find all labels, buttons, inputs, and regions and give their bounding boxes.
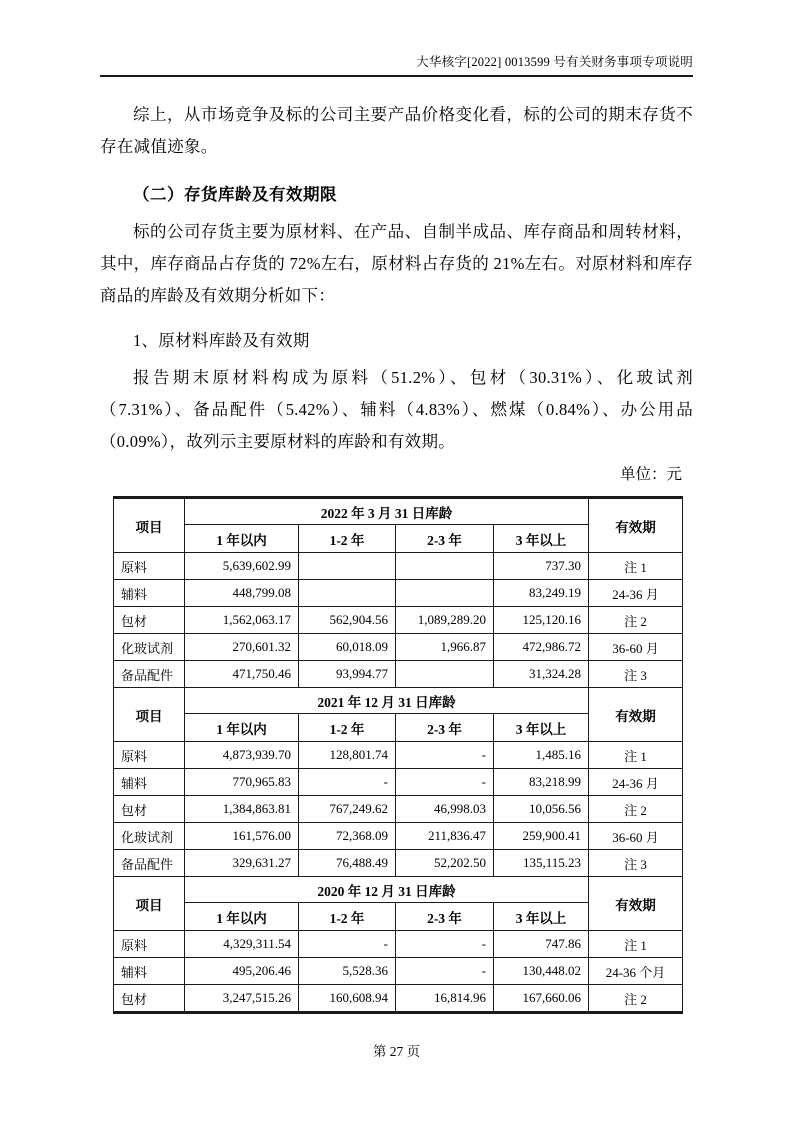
value-cell: 83,249.19	[494, 580, 589, 607]
table-row	[114, 742, 683, 769]
column-header-1-2y: 1-2 年	[299, 903, 396, 931]
validity-cell: 注 2	[589, 796, 683, 823]
column-header-item: 项目	[114, 877, 185, 931]
validity-cell: 注 2	[589, 607, 683, 634]
column-header-1-2y: 1-2 年	[299, 525, 396, 553]
value-cell: 270,601.32	[185, 634, 299, 661]
validity-cell: 注 3	[589, 661, 683, 688]
value-cell: 329,631.27	[185, 850, 299, 877]
item-cell: 化玻试剂	[114, 634, 185, 661]
value-cell: 4,329,311.54	[185, 931, 299, 958]
period-header-2022: 2022 年 3 月 31 日库龄	[185, 498, 589, 525]
table-row	[114, 931, 683, 958]
value-cell: 1,384,863.81	[185, 796, 299, 823]
table-header-row	[114, 877, 683, 903]
item-cell: 包材	[114, 985, 185, 1013]
column-header-2-3y: 2-3 年	[396, 903, 494, 931]
value-cell: 1,562,063.17	[185, 607, 299, 634]
table-row	[114, 796, 683, 823]
column-header-item: 项目	[114, 688, 185, 742]
item-cell: 原料	[114, 742, 185, 769]
column-header-under-1y: 1 年以内	[185, 525, 299, 553]
column-header-under-1y: 1 年以内	[185, 903, 299, 931]
validity-cell: 注 1	[589, 931, 683, 958]
table-row	[114, 958, 683, 985]
value-cell: 5,528.36	[299, 958, 396, 985]
column-header-validity: 有效期	[589, 877, 683, 931]
value-cell: 211,836.47	[396, 823, 494, 850]
item-cell: 包材	[114, 796, 185, 823]
value-cell: 562,904.56	[299, 607, 396, 634]
value-cell: 125,120.16	[494, 607, 589, 634]
value-cell: -	[396, 769, 494, 796]
item-cell: 包材	[114, 607, 185, 634]
section-heading: （二）存货库龄及有效期限	[133, 185, 337, 204]
item-cell: 化玻试剂	[114, 823, 185, 850]
value-cell: 128,801.74	[299, 742, 396, 769]
validity-cell: 36-60 月	[589, 823, 683, 850]
column-header-under-1y: 1 年以内	[185, 714, 299, 742]
table-header-row	[114, 498, 683, 525]
value-cell: 4,873,939.70	[185, 742, 299, 769]
value-cell	[396, 553, 494, 580]
item-cell: 辅料	[114, 958, 185, 985]
value-cell: 10,056.56	[494, 796, 589, 823]
value-cell	[396, 661, 494, 688]
value-cell: 1,089,289.20	[396, 607, 494, 634]
value-cell: 161,576.00	[185, 823, 299, 850]
validity-cell: 注 2	[589, 985, 683, 1013]
column-header-2-3y: 2-3 年	[396, 525, 494, 553]
doc-header-reference: 大华核字[2022] 0013599 号有关财务事项专项说明	[100, 0, 693, 77]
unit-label: 单位：元	[619, 466, 682, 483]
item-cell: 备品配件	[114, 661, 185, 688]
column-header-over-3y: 3 年以上	[494, 903, 589, 931]
item-cell: 辅料	[114, 769, 185, 796]
value-cell: 471,750.46	[185, 661, 299, 688]
column-header-2-3y: 2-3 年	[396, 714, 494, 742]
table-row	[114, 985, 683, 1013]
table-header-row	[114, 688, 683, 714]
validity-cell: 24-36 月	[589, 580, 683, 607]
paragraph-raw-material-breakdown: 报告期末原材料构成为原料（51.2%）、包材（30.31%）、化玻试剂（7.31%）、备品配件（5.42%）、辅料（4.83%）、燃煤（0.84%）、办公用品（0.09%），故列示主要原材料的库龄和有效期。	[100, 368, 693, 451]
table-row	[114, 661, 683, 688]
column-header-item: 项目	[114, 498, 185, 553]
value-cell: 767,249.62	[299, 796, 396, 823]
validity-cell: 36-60 月	[589, 634, 683, 661]
table-row	[114, 823, 683, 850]
item-cell: 原料	[114, 553, 185, 580]
value-cell: 60,018.09	[299, 634, 396, 661]
paragraph-inventory-composition: 标的公司存货主要为原材料、在产品、自制半成品、库存商品和周转材料，其中，库存商品占存货的 72%左右，原材料占存货的 21%左右。对原材料和库存商品的库龄及有效期分析如下：	[100, 222, 693, 305]
table-row	[114, 607, 683, 634]
value-cell: -	[299, 931, 396, 958]
value-cell: 135,115.23	[494, 850, 589, 877]
column-header-over-3y: 3 年以上	[494, 525, 589, 553]
paragraph-summary: 综上，从市场竞争及标的公司主要产品价格变化看，标的公司的期末存货不存在减值迹象。	[100, 105, 693, 156]
table-row	[114, 850, 683, 877]
validity-cell: 注 1	[589, 553, 683, 580]
inventory-age-table	[113, 496, 683, 1014]
value-cell: 31,324.28	[494, 661, 589, 688]
value-cell: 737.30	[494, 553, 589, 580]
page-number: 第 27 页	[372, 1044, 421, 1059]
column-header-over-3y: 3 年以上	[494, 714, 589, 742]
value-cell	[299, 553, 396, 580]
value-cell: 76,488.49	[299, 850, 396, 877]
period-header-2021: 2021 年 12 月 31 日库龄	[185, 688, 589, 714]
table-row	[114, 634, 683, 661]
period-header-2020: 2020 年 12 月 31 日库龄	[185, 877, 589, 903]
value-cell: 3,247,515.26	[185, 985, 299, 1013]
table-row	[114, 580, 683, 607]
sub-heading-raw-material: 1、原材料库龄及有效期	[133, 331, 310, 350]
table-row	[114, 769, 683, 796]
validity-cell: 注 3	[589, 850, 683, 877]
validity-cell: 24-36 月	[589, 769, 683, 796]
value-cell: 130,448.02	[494, 958, 589, 985]
value-cell: -	[396, 931, 494, 958]
validity-cell: 注 1	[589, 742, 683, 769]
value-cell: 83,218.99	[494, 769, 589, 796]
value-cell: 448,799.08	[185, 580, 299, 607]
value-cell: 93,994.77	[299, 661, 396, 688]
item-cell: 备品配件	[114, 850, 185, 877]
value-cell: 1,966.87	[396, 634, 494, 661]
value-cell: 52,202.50	[396, 850, 494, 877]
value-cell: 495,206.46	[185, 958, 299, 985]
value-cell: -	[396, 958, 494, 985]
value-cell	[396, 580, 494, 607]
value-cell: 5,639,602.99	[185, 553, 299, 580]
value-cell	[299, 580, 396, 607]
column-header-validity: 有效期	[589, 498, 683, 553]
value-cell: 46,998.03	[396, 796, 494, 823]
value-cell: -	[396, 742, 494, 769]
item-cell: 原料	[114, 931, 185, 958]
value-cell: 472,986.72	[494, 634, 589, 661]
value-cell: -	[299, 769, 396, 796]
column-header-validity: 有效期	[589, 688, 683, 742]
column-header-1-2y: 1-2 年	[299, 714, 396, 742]
table-row	[114, 553, 683, 580]
value-cell: 160,608.94	[299, 985, 396, 1013]
value-cell: 72,368.09	[299, 823, 396, 850]
item-cell: 辅料	[114, 580, 185, 607]
value-cell: 16,814.96	[396, 985, 494, 1013]
value-cell: 770,965.83	[185, 769, 299, 796]
value-cell: 167,660.06	[494, 985, 589, 1013]
validity-cell: 24-36 个月	[589, 958, 683, 985]
value-cell: 1,485.16	[494, 742, 589, 769]
value-cell: 747.86	[494, 931, 589, 958]
value-cell: 259,900.41	[494, 823, 589, 850]
